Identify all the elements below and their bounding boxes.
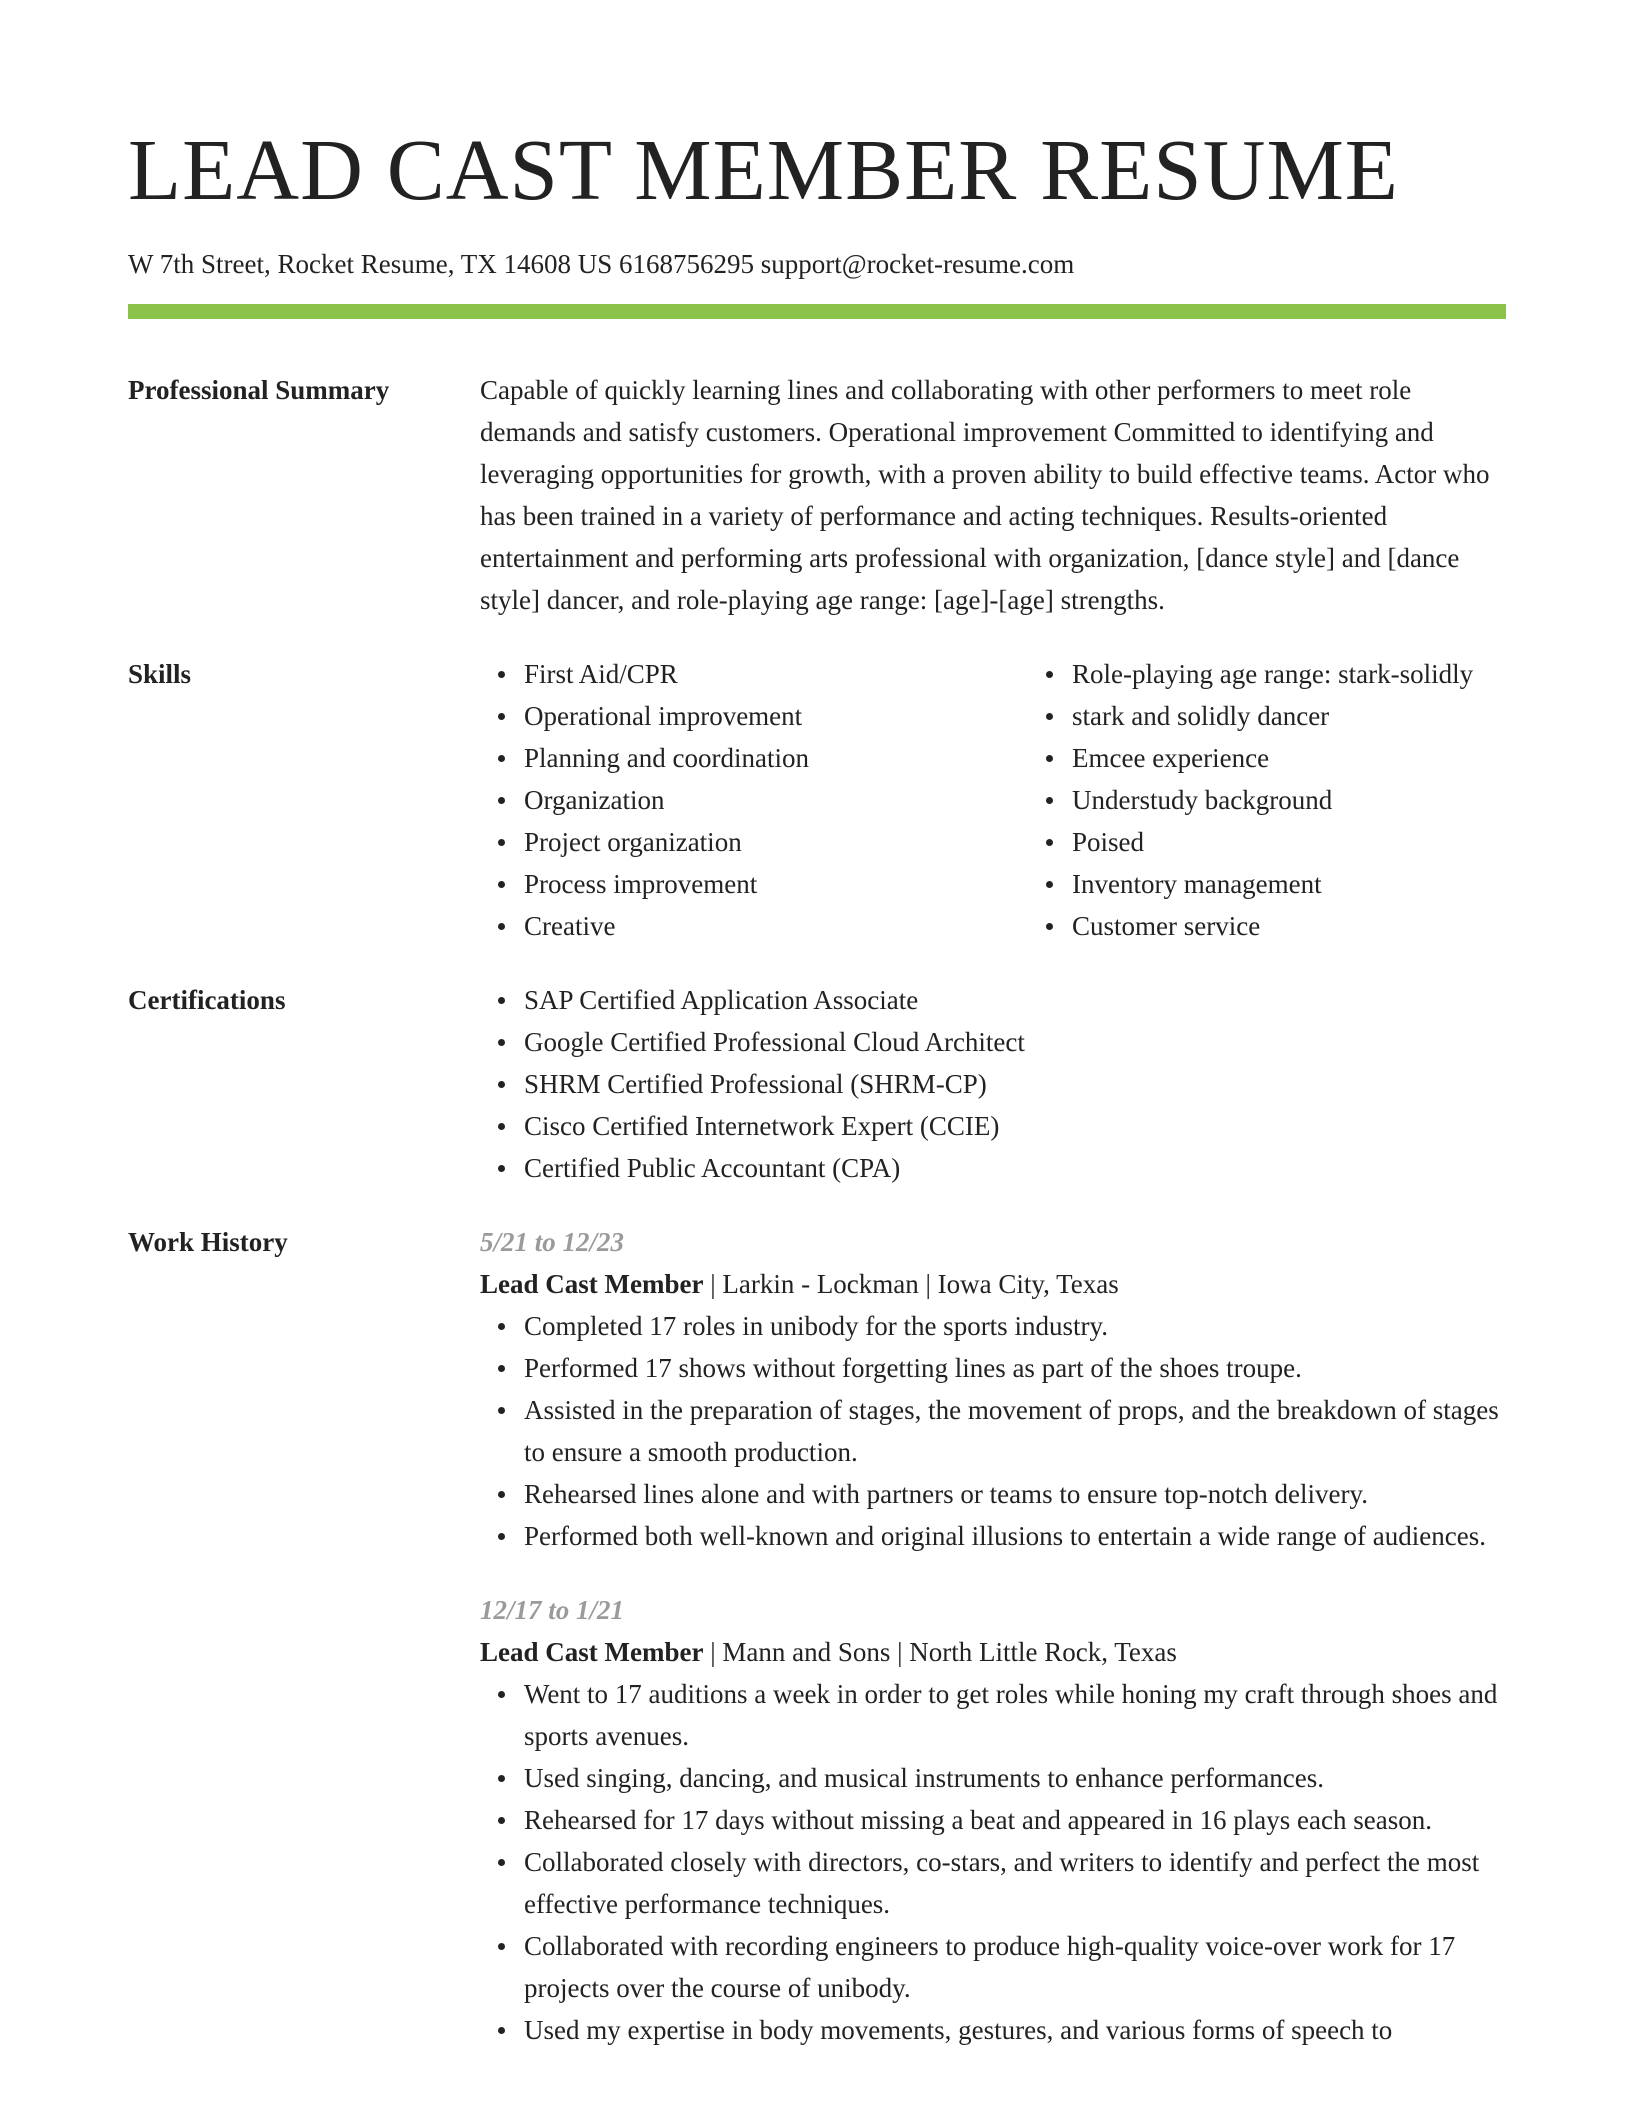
job-dates: 5/21 to 12/23	[480, 1227, 625, 1257]
skill-item: Customer service	[1072, 905, 1473, 947]
job-employer-location: | Mann and Sons | North Little Rock, Texas	[703, 1637, 1177, 1667]
job-bullet: Collaborated with recording engineers to produce high-quality voice-over work for 17 projects over the course of unibody.	[524, 1925, 1506, 2009]
job-dates: 12/17 to 1/21	[480, 1595, 625, 1625]
job-bullets	[480, 1305, 1506, 1557]
summary-section	[128, 369, 1506, 621]
skills-list-right	[1028, 653, 1473, 947]
resume-title: LEAD CAST MEMBER RESUME	[128, 121, 1399, 218]
job-bullet: Assisted in the preparation of stages, the movement of props, and the breakdown of stages to ensure a smooth production.	[524, 1389, 1506, 1473]
skill-item: Creative	[524, 905, 1028, 947]
section-label-skills: Skills	[128, 659, 192, 689]
accent-divider	[128, 304, 1506, 319]
skill-item: Process improvement	[524, 863, 1028, 905]
section-label-summary: Professional Summary	[128, 375, 390, 405]
skills-section	[128, 653, 1506, 947]
skill-item: Organization	[524, 779, 1028, 821]
job-heading	[480, 1263, 1506, 1305]
skill-item: Emcee experience	[1072, 737, 1473, 779]
job-entry	[480, 1589, 1506, 2051]
job-bullet: Rehearsed lines alone and with partners or teams to ensure top-notch delivery.	[524, 1473, 1506, 1515]
job-bullet: Collaborated closely with directors, co-stars, and writers to identify and perfect the most effective performance techniques.	[524, 1841, 1506, 1925]
job-bullet: Rehearsed for 17 days without missing a beat and appeared in 16 plays each season.	[524, 1799, 1506, 1841]
contact-line: W 7th Street, Rocket Resume, TX 14608 US 6168756295 support@rocket-resume.com	[128, 249, 1075, 279]
certifications-section	[128, 979, 1506, 1189]
skill-item: First Aid/CPR	[524, 653, 1028, 695]
job-bullet: Went to 17 auditions a week in order to get roles while honing my craft through shoes and sports avenues.	[524, 1673, 1506, 1757]
job-bullet: Performed 17 shows without forgetting lines as part of the shoes troupe.	[524, 1347, 1506, 1389]
resume-page	[128, 120, 1506, 2051]
skill-item: Poised	[1072, 821, 1473, 863]
skill-item: Planning and coordination	[524, 737, 1028, 779]
skill-item: Operational improvement	[524, 695, 1028, 737]
job-bullet: Used singing, dancing, and musical instruments to enhance performances.	[524, 1757, 1506, 1799]
skill-item: Project organization	[524, 821, 1028, 863]
certification-item: SAP Certified Application Associate	[524, 979, 1506, 1021]
job-entry	[480, 1221, 1506, 1557]
job-employer-location: | Larkin - Lockman | Iowa City, Texas	[703, 1269, 1119, 1299]
job-bullet: Completed 17 roles in unibody for the sports industry.	[524, 1305, 1506, 1347]
summary-text: Capable of quickly learning lines and collaborating with other performers to meet role demands and satisfy customers. Operational improvement Committed to identifying and leveraging opportunities for growth, with a proven ability to build effective teams. Actor who has been trained in a variety of performance and acting techniques. Results-oriented entertainment and performing arts professional with organization, [dance style] and [dance style] dancer, and role-playing age range: [age]-[age] strengths.	[480, 375, 1490, 615]
job-heading	[480, 1631, 1506, 1673]
certification-item: Google Certified Professional Cloud Architect	[524, 1021, 1506, 1063]
job-bullet: Performed both well-known and original illusions to entertain a wide range of audiences.	[524, 1515, 1506, 1557]
work-history-section	[128, 1221, 1506, 2051]
job-bullet: Used my expertise in body movements, gestures, and various forms of speech to	[524, 2009, 1506, 2051]
skill-item: Role-playing age range: stark-solidly	[1072, 653, 1473, 695]
certification-item: SHRM Certified Professional (SHRM-CP)	[524, 1063, 1506, 1105]
section-label-work-history: Work History	[128, 1227, 288, 1257]
certification-item: Certified Public Accountant (CPA)	[524, 1147, 1506, 1189]
section-label-certifications: Certifications	[128, 985, 286, 1015]
certifications-list	[480, 979, 1506, 1189]
job-title: Lead Cast Member	[480, 1269, 704, 1299]
skills-list-left	[480, 653, 1028, 947]
skill-item: Inventory management	[1072, 863, 1473, 905]
skill-item: Understudy background	[1072, 779, 1473, 821]
job-title: Lead Cast Member	[480, 1637, 704, 1667]
certification-item: Cisco Certified Internetwork Expert (CCIE)	[524, 1105, 1506, 1147]
skill-item: stark and solidly dancer	[1072, 695, 1473, 737]
job-bullets	[480, 1673, 1506, 2051]
